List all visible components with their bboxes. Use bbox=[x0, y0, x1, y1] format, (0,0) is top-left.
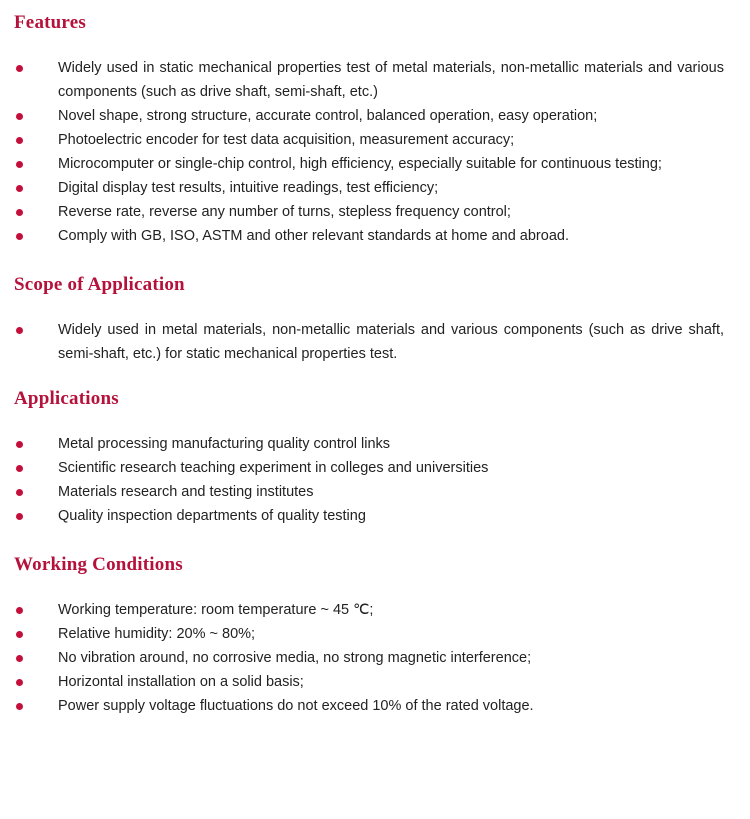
features-list bbox=[14, 56, 736, 248]
section-scope-of-application bbox=[14, 272, 736, 366]
bullet-icon bbox=[16, 327, 23, 334]
list-item bbox=[14, 694, 736, 718]
bullet-icon bbox=[16, 679, 23, 686]
section-applications bbox=[14, 386, 736, 528]
list-item-text: Power supply voltage fluctuations do not exceed 10% of the rated voltage. bbox=[58, 698, 534, 714]
spacer bbox=[14, 528, 736, 552]
list-item-text: Scientific research teaching experiment in colleges and universities bbox=[58, 460, 489, 476]
section-working-conditions bbox=[14, 552, 736, 718]
spacer bbox=[14, 248, 736, 272]
bullet-icon bbox=[16, 631, 23, 638]
list-item-text: No vibration around, no corrosive media, no strong magnetic interference; bbox=[58, 650, 532, 666]
list-item-text: Widely used in static mechanical properties test of metal materials, non-metallic materials and various components (such as drive shaft, semi-shaft, etc.) bbox=[58, 60, 724, 100]
list-item-text: Photoelectric encoder for test data acquisition, measurement accuracy; bbox=[58, 132, 515, 148]
bullet-icon bbox=[16, 655, 23, 662]
list-item bbox=[14, 670, 736, 694]
spacer bbox=[14, 418, 736, 432]
list-item-text: Comply with GB, ISO, ASTM and other relevant standards at home and abroad. bbox=[58, 228, 569, 244]
list-item bbox=[14, 224, 736, 248]
bullet-icon bbox=[16, 513, 23, 520]
list-item bbox=[14, 598, 736, 622]
bullet-icon bbox=[16, 113, 23, 120]
list-item-text: Working temperature: room temperature ~ 45 ℃; bbox=[58, 602, 374, 618]
list-item bbox=[14, 152, 736, 176]
list-item bbox=[14, 318, 736, 366]
list-item-text: Widely used in metal materials, non-metallic materials and various components (such as drive shaft, semi-shaft, etc.) for static mechanical properties test. bbox=[58, 322, 724, 362]
list-item-text: Digital display test results, intuitive readings, test efficiency; bbox=[58, 180, 439, 196]
list-item bbox=[14, 200, 736, 224]
list-item bbox=[14, 480, 736, 504]
bullet-icon bbox=[16, 441, 23, 448]
working-conditions-list bbox=[14, 598, 736, 718]
spacer bbox=[14, 42, 736, 56]
section-title-features: Features bbox=[14, 12, 86, 33]
bullet-icon bbox=[16, 465, 23, 472]
list-item bbox=[14, 104, 736, 128]
list-item bbox=[14, 176, 736, 200]
bullet-icon bbox=[16, 233, 23, 240]
list-item-text: Novel shape, strong structure, accurate control, balanced operation, easy operation; bbox=[58, 108, 598, 124]
list-item bbox=[14, 646, 736, 670]
list-item bbox=[14, 128, 736, 152]
bullet-icon bbox=[16, 185, 23, 192]
section-title-applications: Applications bbox=[14, 388, 119, 409]
bullet-icon bbox=[16, 489, 23, 496]
bullet-icon bbox=[16, 137, 23, 144]
list-item-text: Materials research and testing institutes bbox=[58, 484, 314, 500]
list-item-text: Metal processing manufacturing quality control links bbox=[58, 436, 391, 452]
bullet-icon bbox=[16, 607, 23, 614]
spacer bbox=[14, 584, 736, 598]
list-item bbox=[14, 432, 736, 456]
bullet-icon bbox=[16, 209, 23, 216]
spacer bbox=[14, 304, 736, 318]
section-title-scope-of-application: Scope of Application bbox=[14, 274, 185, 295]
list-item bbox=[14, 456, 736, 480]
bullet-icon bbox=[16, 703, 23, 710]
applications-list bbox=[14, 432, 736, 528]
section-features bbox=[14, 10, 736, 248]
list-item bbox=[14, 622, 736, 646]
list-item bbox=[14, 504, 736, 528]
list-item-text: Reverse rate, reverse any number of turns, stepless frequency control; bbox=[58, 204, 511, 220]
list-item-text: Horizontal installation on a solid basis; bbox=[58, 674, 304, 690]
bullet-icon bbox=[16, 161, 23, 168]
section-title-working-conditions: Working Conditions bbox=[14, 554, 183, 575]
list-item bbox=[14, 56, 736, 104]
scope-list bbox=[14, 318, 736, 366]
list-item-text: Microcomputer or single-chip control, high efficiency, especially suitable for continuous testing; bbox=[58, 156, 662, 172]
list-item-text: Quality inspection departments of quality testing bbox=[58, 508, 366, 524]
list-item-text: Relative humidity: 20% ~ 80%; bbox=[58, 626, 256, 642]
spacer bbox=[14, 366, 736, 386]
bullet-icon bbox=[16, 65, 23, 72]
